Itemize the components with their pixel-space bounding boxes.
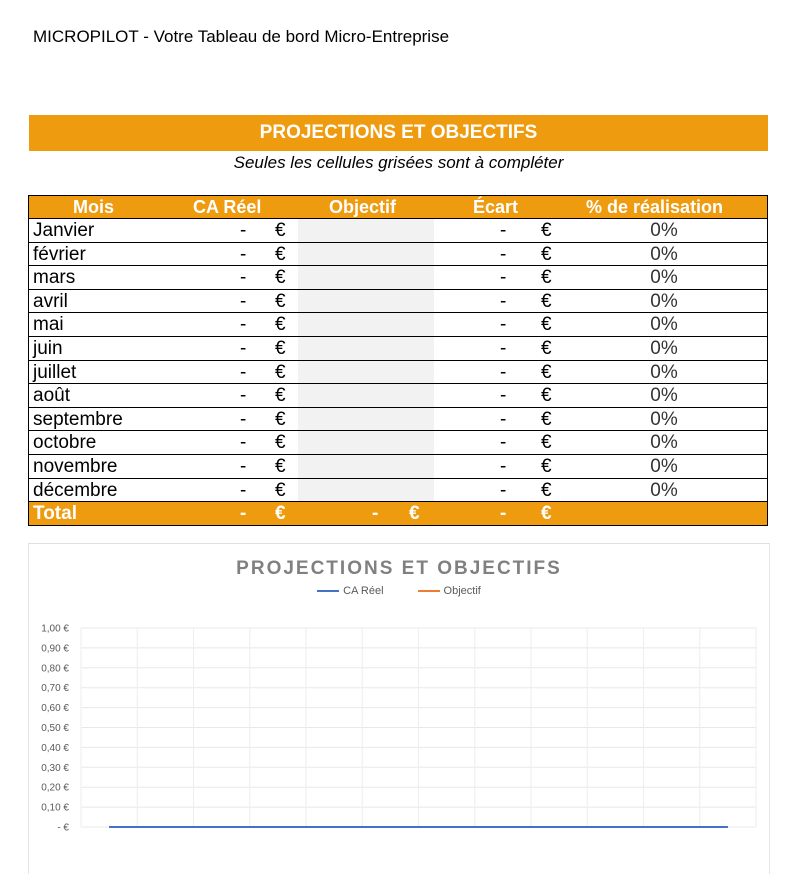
chart-title: PROJECTIONS ET OBJECTIFS [236, 558, 562, 579]
ecart-currency: € [541, 361, 552, 383]
ecart-value: - [500, 432, 507, 454]
y-tick-label: 0,70 € [41, 683, 69, 695]
ecart-value: - [500, 479, 507, 501]
ca-reel-currency: € [275, 314, 286, 336]
ecart-value: - [500, 290, 507, 312]
table-row [29, 407, 767, 431]
y-tick-label: 0,90 € [41, 643, 69, 655]
objectif-input-cell[interactable] [298, 313, 434, 336]
objectif-input-cell[interactable] [298, 408, 434, 431]
month-label: septembre [33, 408, 123, 430]
total-label: Total [33, 503, 77, 525]
chart-container [28, 543, 770, 874]
ca-reel-value: - [240, 361, 247, 383]
chart-plot [29, 544, 769, 874]
month-label: avril [33, 290, 68, 312]
objectif-input-cell[interactable] [298, 384, 434, 407]
ca-reel-value: - [240, 408, 247, 430]
ecart-currency: € [541, 408, 552, 430]
month-label: Janvier [33, 220, 95, 241]
projections-table [28, 195, 768, 526]
month-label: juin [33, 337, 63, 359]
ca-reel-currency: € [275, 267, 286, 289]
pct-realisation-value: 0% [650, 455, 678, 477]
legend-label-ca: CA Réel [343, 585, 384, 597]
month-label: octobre [33, 432, 97, 454]
month-label: décembre [33, 479, 118, 501]
pct-realisation-value: 0% [650, 479, 678, 501]
table-row [29, 265, 767, 289]
objectif-input-cell[interactable] [298, 361, 434, 384]
table-row [29, 312, 767, 336]
ca-reel-value: - [240, 337, 247, 359]
objectif-input-cell[interactable] [298, 431, 434, 454]
objectif-input-cell[interactable] [298, 243, 434, 266]
pct-realisation-value: 0% [650, 337, 678, 359]
month-label: février [33, 243, 86, 265]
table-row [29, 242, 767, 266]
ca-reel-currency: € [275, 337, 286, 359]
ecart-value: - [500, 267, 507, 289]
y-tick-label: 0,80 € [41, 663, 69, 675]
table-row [29, 218, 767, 242]
month-label: mars [33, 267, 76, 289]
ecart-value: - [500, 243, 507, 265]
ecart-currency: € [541, 290, 552, 312]
pct-realisation-value: 0% [650, 361, 678, 383]
y-tick-label: 0,40 € [41, 742, 69, 754]
col-mois: Mois [73, 197, 115, 217]
table-row [29, 360, 767, 384]
y-tick-label: 0,20 € [41, 782, 69, 794]
total-objectif-value: - [372, 503, 379, 525]
total-ca-value: - [240, 503, 247, 525]
ca-reel-currency: € [275, 455, 286, 477]
ecart-currency: € [541, 479, 552, 501]
table-header [29, 196, 767, 218]
pct-realisation-value: 0% [650, 408, 678, 430]
table-row [29, 430, 767, 454]
y-tick-label: 0,10 € [41, 802, 69, 814]
total-ecart-value: - [500, 503, 507, 525]
ecart-currency: € [541, 267, 552, 289]
col-ca-reel: CA Réel [193, 197, 262, 217]
ca-reel-currency: € [275, 385, 286, 407]
objectif-input-cell[interactable] [298, 337, 434, 360]
month-label: août [33, 385, 70, 407]
ecart-currency: € [541, 243, 552, 265]
ca-reel-value: - [240, 267, 247, 289]
ecart-currency: € [541, 220, 552, 241]
ecart-currency: € [541, 337, 552, 359]
month-label: mai [33, 314, 64, 336]
pct-realisation-value: 0% [650, 290, 678, 312]
month-label: juillet [33, 361, 77, 383]
table-row [29, 336, 767, 360]
ecart-value: - [500, 314, 507, 336]
ecart-value: - [500, 337, 507, 359]
ecart-value: - [500, 455, 507, 477]
ca-reel-currency: € [275, 361, 286, 383]
ecart-value: - [500, 220, 507, 241]
total-ecart-currency: € [541, 503, 552, 525]
y-tick-label: 1,00 € [41, 623, 69, 635]
pct-realisation-value: 0% [650, 314, 678, 336]
y-tick-label: 0,30 € [41, 762, 69, 774]
ca-reel-value: - [240, 220, 247, 241]
instructions-subtitle: Seules les cellules grisées sont à compléter [233, 153, 564, 172]
ecart-currency: € [541, 314, 552, 336]
section-banner: PROJECTIONS ET OBJECTIFS [29, 115, 768, 151]
col-objectif: Objectif [329, 197, 397, 217]
col-ecart: Écart [473, 197, 519, 217]
objectif-input-cell[interactable] [298, 479, 434, 502]
ca-reel-currency: € [275, 432, 286, 454]
table-row [29, 454, 767, 478]
ca-reel-currency: € [275, 220, 286, 241]
month-label: novembre [33, 455, 118, 477]
legend-label-obj: Objectif [443, 585, 481, 597]
ca-reel-currency: € [275, 408, 286, 430]
y-tick-label: 0,60 € [41, 703, 69, 715]
y-tick-label: 0,50 € [41, 723, 69, 734]
ca-reel-currency: € [275, 479, 286, 501]
ca-reel-value: - [240, 290, 247, 312]
total-ca-currency: € [275, 503, 286, 525]
ecart-currency: € [541, 432, 552, 454]
pct-realisation-value: 0% [650, 432, 678, 454]
objectif-input-cell[interactable] [298, 290, 434, 313]
objectif-input-cell[interactable] [298, 266, 434, 289]
ecart-value: - [500, 385, 507, 407]
table-total-row [29, 501, 767, 525]
ca-reel-value: - [240, 385, 247, 407]
app-title: MICROPILOT - Votre Tableau de bord Micro-Entreprise [33, 27, 450, 46]
ca-reel-value: - [240, 243, 247, 265]
total-objectif-currency: € [409, 503, 420, 525]
ca-reel-currency: € [275, 290, 286, 312]
ca-reel-value: - [240, 314, 247, 336]
ecart-value: - [500, 361, 507, 383]
table-row [29, 383, 767, 407]
pct-realisation-value: 0% [650, 267, 678, 289]
ecart-value: - [500, 408, 507, 430]
ca-reel-currency: € [275, 243, 286, 265]
ca-reel-value: - [240, 479, 247, 501]
table-row [29, 289, 767, 313]
ecart-currency: € [541, 455, 552, 477]
objectif-input-cell[interactable] [298, 219, 434, 242]
ca-reel-value: - [240, 432, 247, 454]
objectif-input-cell[interactable] [298, 455, 434, 478]
ecart-currency: € [541, 385, 552, 407]
y-tick-label: - € [57, 822, 69, 834]
col-pct-realisation: % de réalisation [586, 197, 724, 217]
pct-realisation-value: 0% [650, 220, 678, 241]
ca-reel-value: - [240, 455, 247, 477]
pct-realisation-value: 0% [650, 243, 678, 265]
table-row [29, 478, 767, 502]
pct-realisation-value: 0% [650, 385, 678, 407]
